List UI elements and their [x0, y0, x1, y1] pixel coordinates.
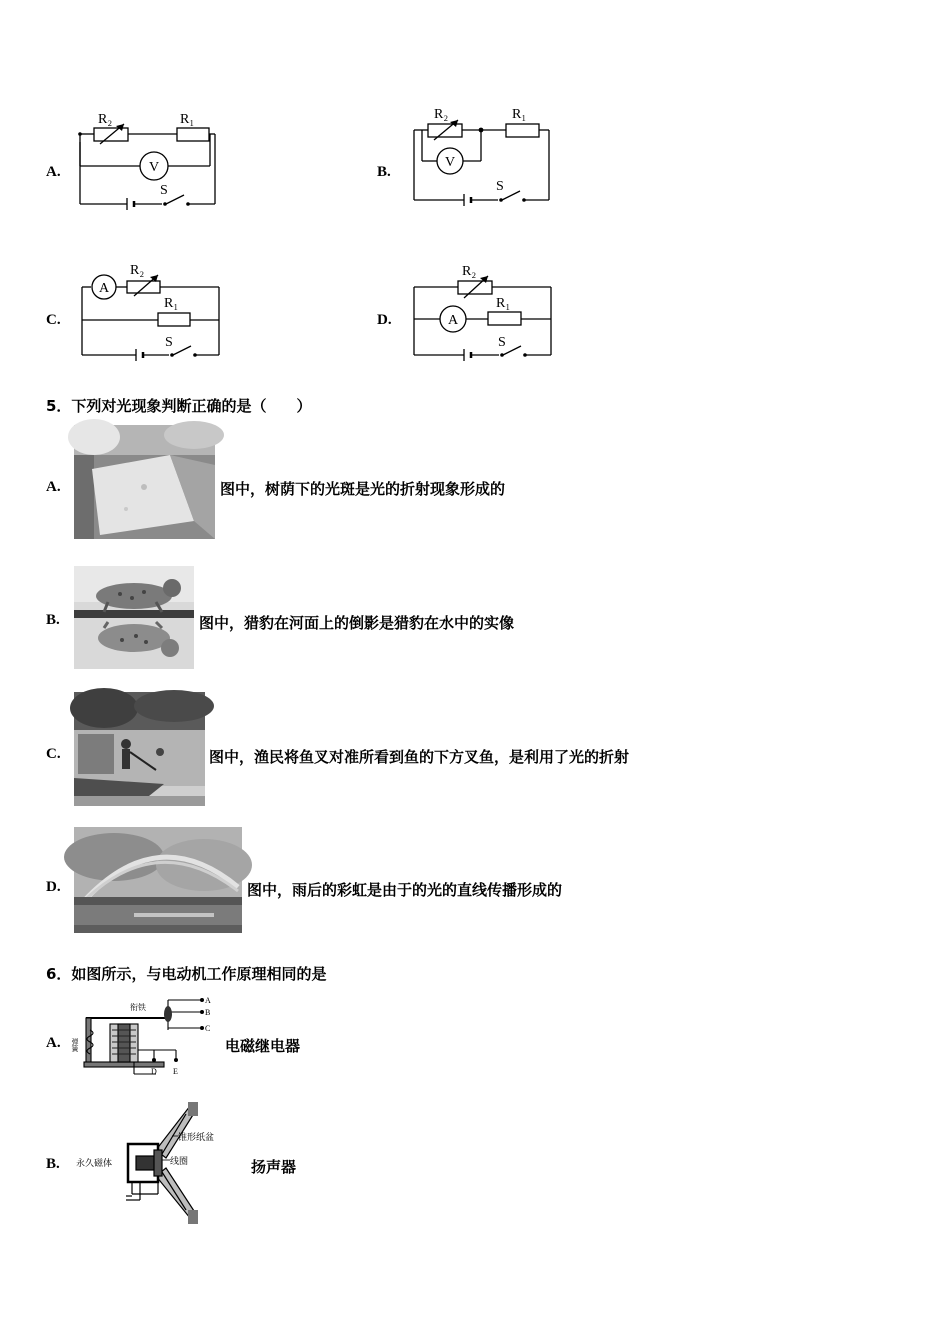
q4-circuit-d — [406, 260, 558, 364]
cheetah-reflection-photo — [74, 566, 194, 669]
loudspeaker-diagram — [74, 1100, 234, 1226]
label-spring: 弹簧 — [71, 1038, 79, 1052]
label-r1: R₁ — [164, 296, 179, 311]
label-b: B — [205, 1008, 211, 1017]
label-r1: R₁ — [512, 107, 527, 122]
q5-option-c-text: 图中，渔民将鱼叉对准所看到鱼的下方叉鱼，是利用了光的折射 — [209, 748, 630, 766]
label-cone: 锥形纸盆 — [178, 1132, 215, 1142]
fisherman-spearing-fish-photo — [74, 692, 205, 806]
label-e: E — [173, 1067, 178, 1076]
q4-option-a-letter[interactable]: A. — [46, 164, 61, 180]
label-r2: R₂ — [434, 107, 449, 122]
label-r1: R₁ — [180, 112, 195, 127]
q5-option-b-letter[interactable]: B. — [46, 612, 60, 628]
meter-label: A — [448, 313, 459, 328]
label-armature: 衔铁 — [130, 1003, 146, 1012]
q6-option-a-letter[interactable]: A. — [46, 1035, 61, 1051]
label-coil: 线圈 — [170, 1156, 189, 1166]
electromagnetic-relay-diagram — [71, 990, 216, 1080]
q4-circuit-c — [74, 260, 226, 364]
q5-stem: 5．下列对光现象判断正确的是（ ） — [46, 397, 312, 415]
q6-stem: 6．如图所示，与电动机工作原理相同的是 — [46, 965, 327, 983]
q5-option-a-text: 图中，树荫下的光斑是光的折射现象形成的 — [220, 480, 506, 498]
q6-option-a-text: 电磁继电器 — [225, 1037, 301, 1055]
tree-shade-light-spot-photo — [74, 425, 215, 539]
q4-option-d-letter[interactable]: D. — [377, 312, 392, 328]
q5-option-d-letter[interactable]: D. — [46, 879, 61, 895]
label-r2: R₂ — [130, 263, 145, 278]
q5-option-c-letter[interactable]: C. — [46, 746, 61, 762]
label-magnet: 永久磁体 — [76, 1158, 113, 1168]
rainbow-photo — [74, 827, 242, 933]
label-a: A — [205, 996, 211, 1005]
switch-label: S — [496, 179, 504, 194]
label-r2: R₂ — [462, 264, 477, 279]
q4-circuit-a — [72, 104, 222, 214]
switch-label: S — [160, 183, 168, 198]
switch-label: S — [165, 335, 173, 350]
q5-option-b-text: 图中，猎豹在河面上的倒影是猎豹在水中的实像 — [199, 614, 515, 632]
q6-option-b-text: 扬声器 — [251, 1158, 297, 1176]
switch-label: S — [498, 335, 506, 350]
q4-option-b-letter[interactable]: B. — [377, 164, 391, 180]
q5-option-d-text: 图中，雨后的彩虹是由于的光的直线传播形成的 — [247, 881, 563, 899]
meter-label: V — [445, 155, 456, 170]
q4-circuit-b — [406, 104, 556, 210]
label-r2: R₂ — [98, 112, 113, 127]
label-r1: R₁ — [496, 296, 511, 311]
meter-label: V — [149, 160, 160, 175]
q4-option-c-letter[interactable]: C. — [46, 312, 61, 328]
q5-option-a-letter[interactable]: A. — [46, 479, 61, 495]
label-c: C — [205, 1024, 211, 1033]
meter-label: A — [99, 281, 110, 296]
label-d: D — [151, 1067, 157, 1076]
q6-option-b-letter[interactable]: B. — [46, 1156, 60, 1172]
